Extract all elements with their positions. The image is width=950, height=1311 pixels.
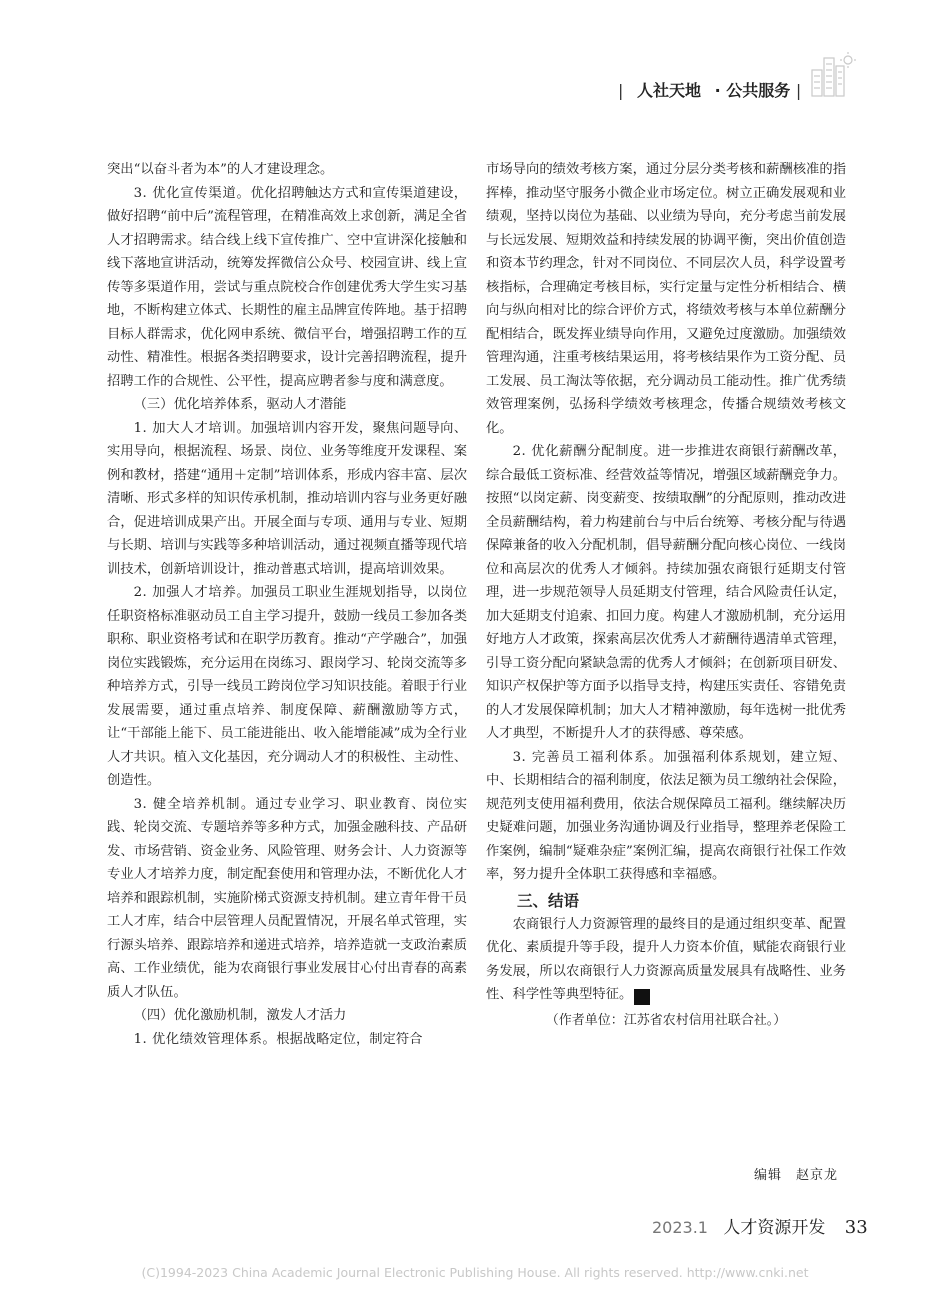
paragraph: 市场导向的绩效考核方案，通过分层分类考核和薪酬核准的指挥棒，推动坚守服务小微企业市场定位。树立正确发展观和业绩观，坚持以岗位为基础、以业绩为导向，充分考虑当前发展与长远发展、短期效益和持续发展的协调平衡，突出价值创造和资本节约理念，针对不同岗位、不同层次人员，科学设置考核指标，合理确定考核目标，实行定量与定性分析相结合、横向与纵向相对比的综合评价方式，将绩效考核与本单位薪酬分配相结合，既发挥业绩导向作用，又避免过度激励。加强绩效管理沟通，注重考核结果运用，将考核结果作为工资分配、员工发展、员工淘汰等依据，充分调动员工能动性。推广优秀绩效管理案例，弘扬科学绩效考核理念，传播合规绩效考核文化。 <box>486 162 846 436</box>
paragraph <box>107 417 467 582</box>
paragraph <box>107 581 467 793</box>
copyright-watermark: (C)1994-2023 China Academic Journal Electronic Publishing House. All rights reserved. http://www.cnki.net <box>141 1265 809 1280</box>
paragraph <box>486 440 846 746</box>
paragraph <box>486 746 846 887</box>
paragraph <box>107 182 467 394</box>
paragraph <box>107 1028 467 1052</box>
paragraph <box>486 913 846 1007</box>
paragraph-heading: 2. 加强人才培养。 <box>133 585 251 600</box>
paragraph-body: 优化招聘触达方式和宣传渠道建设，做好招聘“前中后”流程管理，在精准高效上求创新，满足全省人才招聘需求。结合线上线下宣传推广、空中宣讲深化接触和线下落地宣讲活动，统筹发挥微信公众号、校园宣讲、线上宣传等多渠道作用，尝试与重点院校合作创建优秀大学生实习基地，不断构建立体式、长期性的雇主品牌宣传阵地。基于招聘目标人群需求，优化网申系统、微信平台，增强招聘工作的互动性、精准性。根据各类招聘要求，设计完善招聘流程，提升招聘工作的合规性、公平性，提高应聘者参与度和满意度。 <box>107 185 468 389</box>
paragraph-body: 加强培训内容开发，聚焦问题导向、实用导向，根据流程、场景、岗位、业务等维度开发课程、案例和教材，搭建“通用＋定制”培训体系，形成内容丰富、层次清晰、形式多样的知识传承机制，推动培训内容与业务更好融合，促进培训成果产出。开展全面与专项、通用与专业、短期与长期、培训与实践等多种培训活动，通过视频直播等现代培训技术，创新培训设计，推动普惠式培训，提高培训效果。 <box>107 420 468 577</box>
city-skyline-icon <box>808 50 856 98</box>
paragraph-heading: 3. 优化宣传渠道。 <box>133 185 251 201</box>
page-number: 33 <box>844 1217 868 1238</box>
paragraph-heading: 3. 完善员工福利体系。 <box>512 749 664 765</box>
issue-number: 2023.1 <box>652 1218 708 1237</box>
author-affiliation: （作者单位：江苏省农村信用社联合社。） <box>545 1012 787 1028</box>
header-dot: · <box>714 81 721 100</box>
subsection-heading: （四）优化激励机制，激发人才活力 <box>133 1008 347 1023</box>
paragraph-heading: 1. 加大人才培训。 <box>133 420 251 436</box>
paragraph: 突出“以奋斗者为本”的人才建设理念。 <box>107 162 334 177</box>
paragraph-body: 通过专业学习、职业教育、岗位实践、轮岗交流、专题培养等多种方式，加强金融科技、产品研发、市场营销、资金业务、风险管理、财务会计、人力资源等专业人才培养力度，制定配套使用和管理办法，不断优化人才培养和跟踪机制，实施阶梯式资源支持机制。建立青年骨干员工人才库，结合中层管理人员配置情况，开展名单式管理，实行源头培养、跟踪培养和递进式培养，培养造就一支政治素质高、工作业绩优，能为农商银行事业发展甘心付出青春的高素质人才队伍。 <box>107 796 467 1000</box>
header-bar-left: | <box>618 81 624 100</box>
magazine-name: 人才资源开发 <box>723 1218 826 1238</box>
paragraph-body: 农商银行人力资源管理的最终目的是通过组织变革、配置优化、素质提升等手段，提升人力资本价值，赋能农商银行业务发展，所以农商银行人力资源高质量发展具有战略性、业务性、科学性等典型特征。 <box>486 916 846 1002</box>
paragraph-heading: 2. 优化薪酬分配制度。 <box>512 444 658 459</box>
paragraph-heading: 3. 健全培养机制。 <box>133 796 256 812</box>
paragraph-body: 加强员工职业生涯规划指导，以岗位任职资格标准驱动员工自主学习提升，鼓励一线员工参加各类职称、职业资格考试和在职学历教育。推动“产学融合”，加强岗位实践锻炼，充分运用在岗练习、跟岗学习、轮岗交流等多种培养方式，引导一线员工跨岗位学习知识技能。着眼于行业发展需要，通过重点培养、制度保障、薪酬激励等方式，让“干部能上能下、员工能进能出、收入能增能减”成为全行业人才共识。植入文化基因，充分调动人才的积极性、主动性、创造性。 <box>107 585 468 788</box>
paragraph-body: 进一步推进农商银行薪酬改革，综合最低工资标准、经营效益等情况，增强区域薪酬竞争力。按照“以岗定薪、岗变薪变、按绩取酬”的分配原则，推动改进全员薪酬结构，着力构建前台与中后台统筹、考核分配与待遇保障兼备的收入分配机制，倡导薪酬分配向核心岗位、一线岗位和高层次的优秀人才倾斜。持续加强农商银行延期支付管理，进一步规范领导人员延期支付管理，结合风险责任认定，加大延期支付追索、扣回力度。构建人才激励机制，充分运用好地方人才政策，探索高层次优秀人才薪酬待遇清单式管理，引导工资分配向紧缺急需的优秀人才倾斜；在创新项目研发、知识产权保护等方面予以指导支持，构建压实责任、容错免责的人才发展保障机制；加大人才精神激励，每年选树一批优秀人才典型，不断提升人才的获得感、尊荣感。 <box>486 444 846 741</box>
header-section: 人社天地 <box>636 81 701 100</box>
paragraph-heading: 1. 优化绩效管理体系。 <box>133 1031 277 1047</box>
paragraph <box>107 793 467 1005</box>
editor-credit: 编辑 赵京龙 <box>754 1168 839 1183</box>
right-column <box>486 158 846 1032</box>
end-mark: R <box>634 989 650 1005</box>
header-bar-right: | <box>795 81 802 100</box>
running-header <box>618 78 801 101</box>
paragraph-body: 根据战略定位，制定符合 <box>276 1031 423 1047</box>
header-subsection: 公共服务 <box>726 81 791 100</box>
page-footer <box>652 1213 868 1238</box>
section-heading: 三、结语 <box>517 891 580 910</box>
paragraph-body: 加强福利体系规划，建立短、中、长期相结合的福利制度，依法足额为员工缴纳社会保险，规范列支使用福利费用，依法合规保障员工福利。继续解决历史疑难问题，加强业务沟通协调及行业指导，整理养老保险工作案例，编制“疑难杂症”案例汇编，提高农商银行社保工作效率，努力提升全体职工获得感和幸福感。 <box>486 749 846 882</box>
subsection-heading: （三）优化培养体系，驱动人才潜能 <box>133 397 347 412</box>
left-column <box>107 158 467 1051</box>
